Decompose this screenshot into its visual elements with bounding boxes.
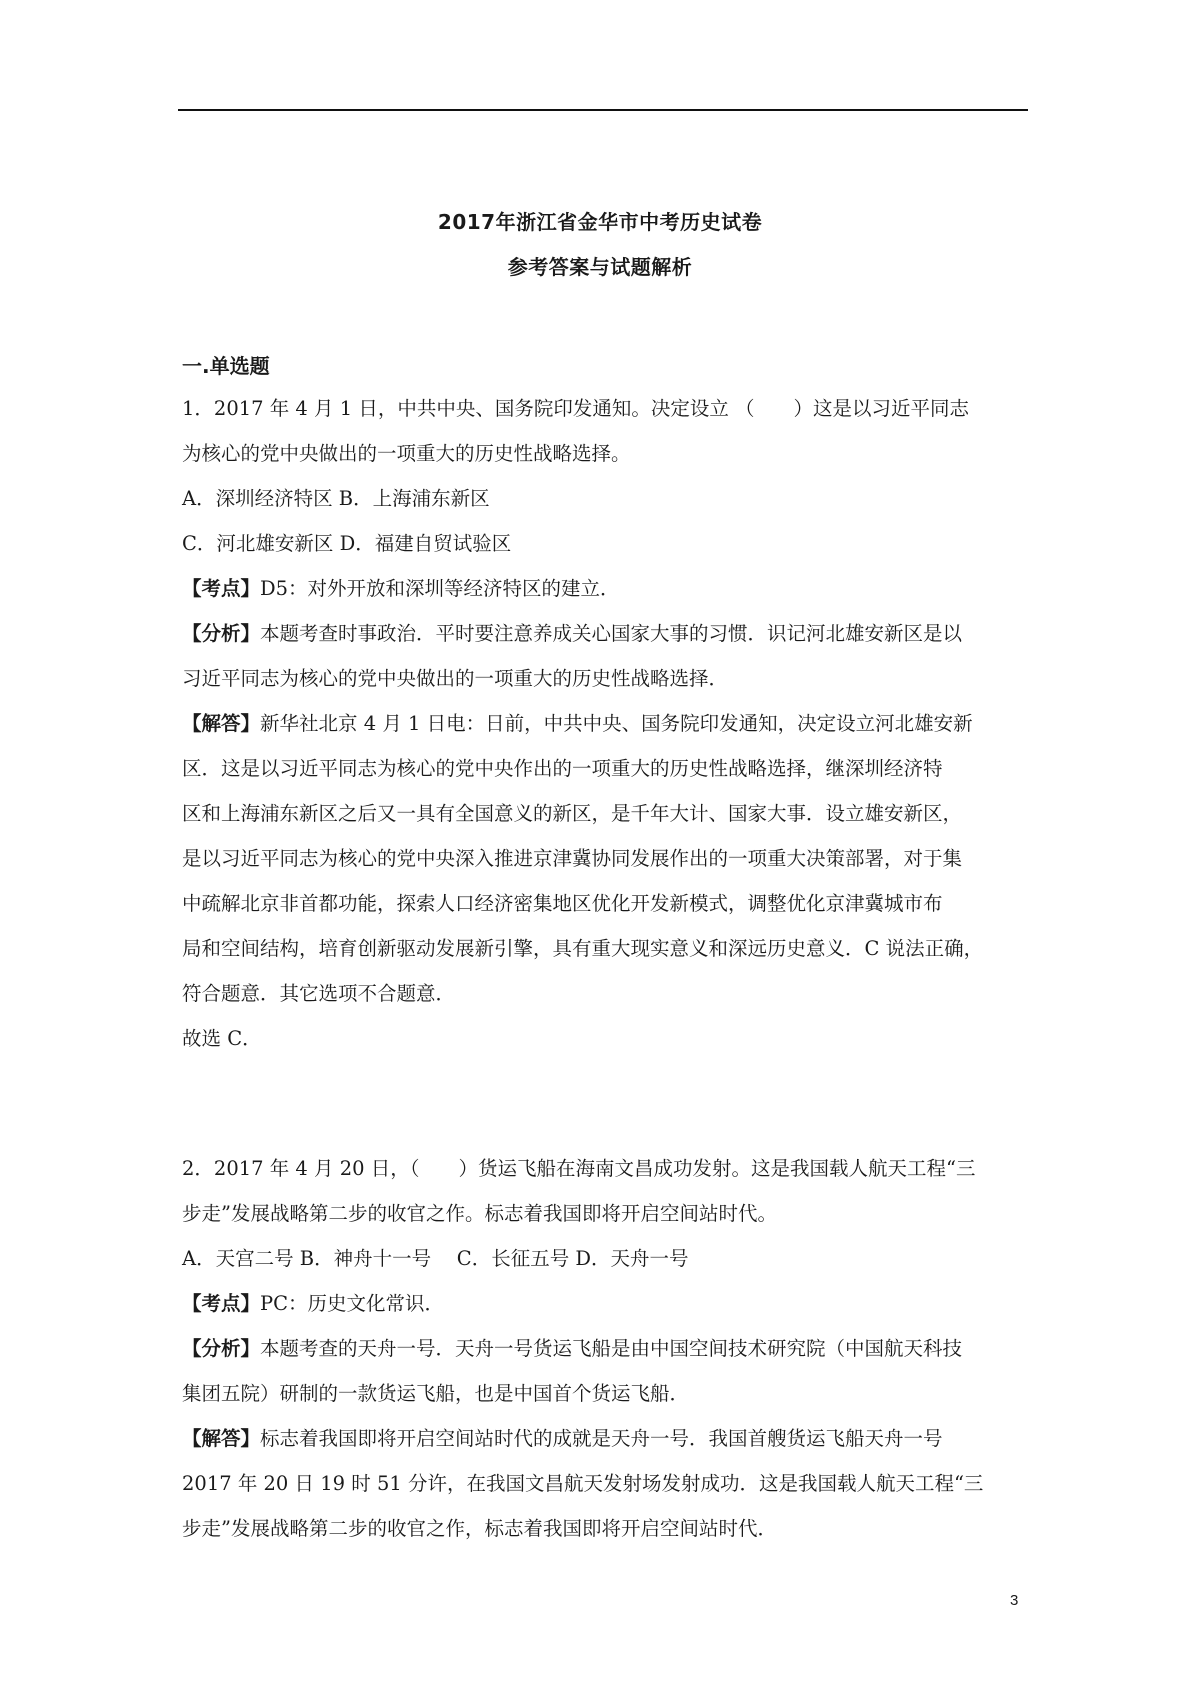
question-1-answer: 故选 C．: [182, 1027, 262, 1050]
kaodian-tag: 【考点】: [182, 577, 261, 600]
header-rule: [178, 109, 1028, 111]
kaodian-text: D5：对外开放和深圳等经济特区的建立．: [260, 577, 620, 600]
question-2-stem-line: 步走”发展战略第二步的收官之作。标志着我国即将开启空间站时代。: [182, 1202, 777, 1225]
jieda-text: 新华社北京 4 月 1 日电：日前，中共中央、国务院印发通知，决定设立河北雄安新: [260, 712, 973, 735]
document-title: 2017年浙江省金华市中考历史试卷: [437, 210, 763, 234]
question-2-options: A．天宫二号 B．神舟十一号 C．长征五号 D．天舟一号: [182, 1247, 689, 1270]
jieda-tag: 【解答】: [182, 1427, 261, 1450]
question-1: [182, 386, 1032, 1061]
document-subtitle: 参考答案与试题解析: [507, 255, 693, 279]
question-1-fenxi-line: 习近平同志为核心的党中央做出的一项重大的历史性战略选择．: [182, 667, 729, 690]
question-2-jieda-line: 2017 年 20 日 19 时 51 分许，在我国文昌航天发射场发射成功．这是我国载人航天工程“三: [182, 1472, 984, 1495]
question-2-jieda-line: 步走”发展战略第二步的收官之作，标志着我国即将开启空间站时代．: [182, 1517, 777, 1540]
question-1-stem-line: 1．2017 年 4 月 1 日，中共中央、国务院印发通知。决定设立 （ ）这是以习近平同志: [182, 397, 970, 420]
question-1-fenxi: [182, 611, 1032, 656]
question-2: [182, 1146, 1032, 1551]
question-2-kaodian: [182, 1281, 1032, 1326]
question-1-options: A．深圳经济特区 B．上海浦东新区: [182, 487, 490, 510]
jieda-tag: 【解答】: [182, 712, 261, 735]
question-1-jieda: [182, 701, 1032, 746]
question-2-jieda: [182, 1416, 1032, 1461]
section-heading: 一.单选题: [182, 354, 270, 378]
question-1-jieda-line: 中疏解北京非首都功能，探索人口经济密集地区优化开发新模式，调整优化京津冀城市布: [182, 892, 943, 915]
question-1-stem-line: 为核心的党中央做出的一项重大的历史性战略选择。: [182, 442, 631, 465]
question-1-jieda-line: 区和上海浦东新区之后又一具有全国意义的新区，是千年大计、国家大事．设立雄安新区，: [182, 802, 963, 825]
question-2-stem-line: 2．2017 年 4 月 20 日，（ ）货运飞船在海南文昌成功发射。这是我国载人航天工程“三: [182, 1157, 976, 1180]
question-1-jieda-line: 是以习近平同志为核心的党中央深入推进京津冀协同发展作出的一项重大决策部署，对于集: [182, 847, 963, 870]
question-2-fenxi-line: 集团五院）研制的一款货运飞船，也是中国首个货运飞船．: [182, 1382, 690, 1405]
page-number: 3: [1010, 1592, 1019, 1609]
question-1-jieda-line: 区．这是以习近平同志为核心的党中央作出的一项重大的历史性战略选择，继深圳经济特: [182, 757, 943, 780]
question-1-jieda-line: 局和空间结构，培育创新驱动发展新引擎，具有重大现实意义和深远历史意义．C 说法正确，: [182, 937, 984, 960]
kaodian-text: PC：历史文化常识．: [260, 1292, 445, 1315]
fenxi-text: 本题考查的天舟一号．天舟一号货运飞船是由中国空间技术研究院（中国航天科技: [260, 1337, 963, 1360]
question-1-options: C．河北雄安新区 D．福建自贸试验区: [182, 532, 512, 555]
kaodian-tag: 【考点】: [182, 1292, 261, 1315]
fenxi-tag: 【分析】: [182, 622, 261, 645]
question-1-kaodian: [182, 566, 1032, 611]
question-2-fenxi: [182, 1326, 1032, 1371]
jieda-text: 标志着我国即将开启空间站时代的成就是天舟一号．我国首艘货运飞船天舟一号: [260, 1427, 943, 1450]
fenxi-text: 本题考查时事政治．平时要注意养成关心国家大事的习惯．识记河北雄安新区是以: [260, 622, 963, 645]
question-1-jieda-line: 符合题意．其它选项不合题意．: [182, 982, 456, 1005]
fenxi-tag: 【分析】: [182, 1337, 261, 1360]
